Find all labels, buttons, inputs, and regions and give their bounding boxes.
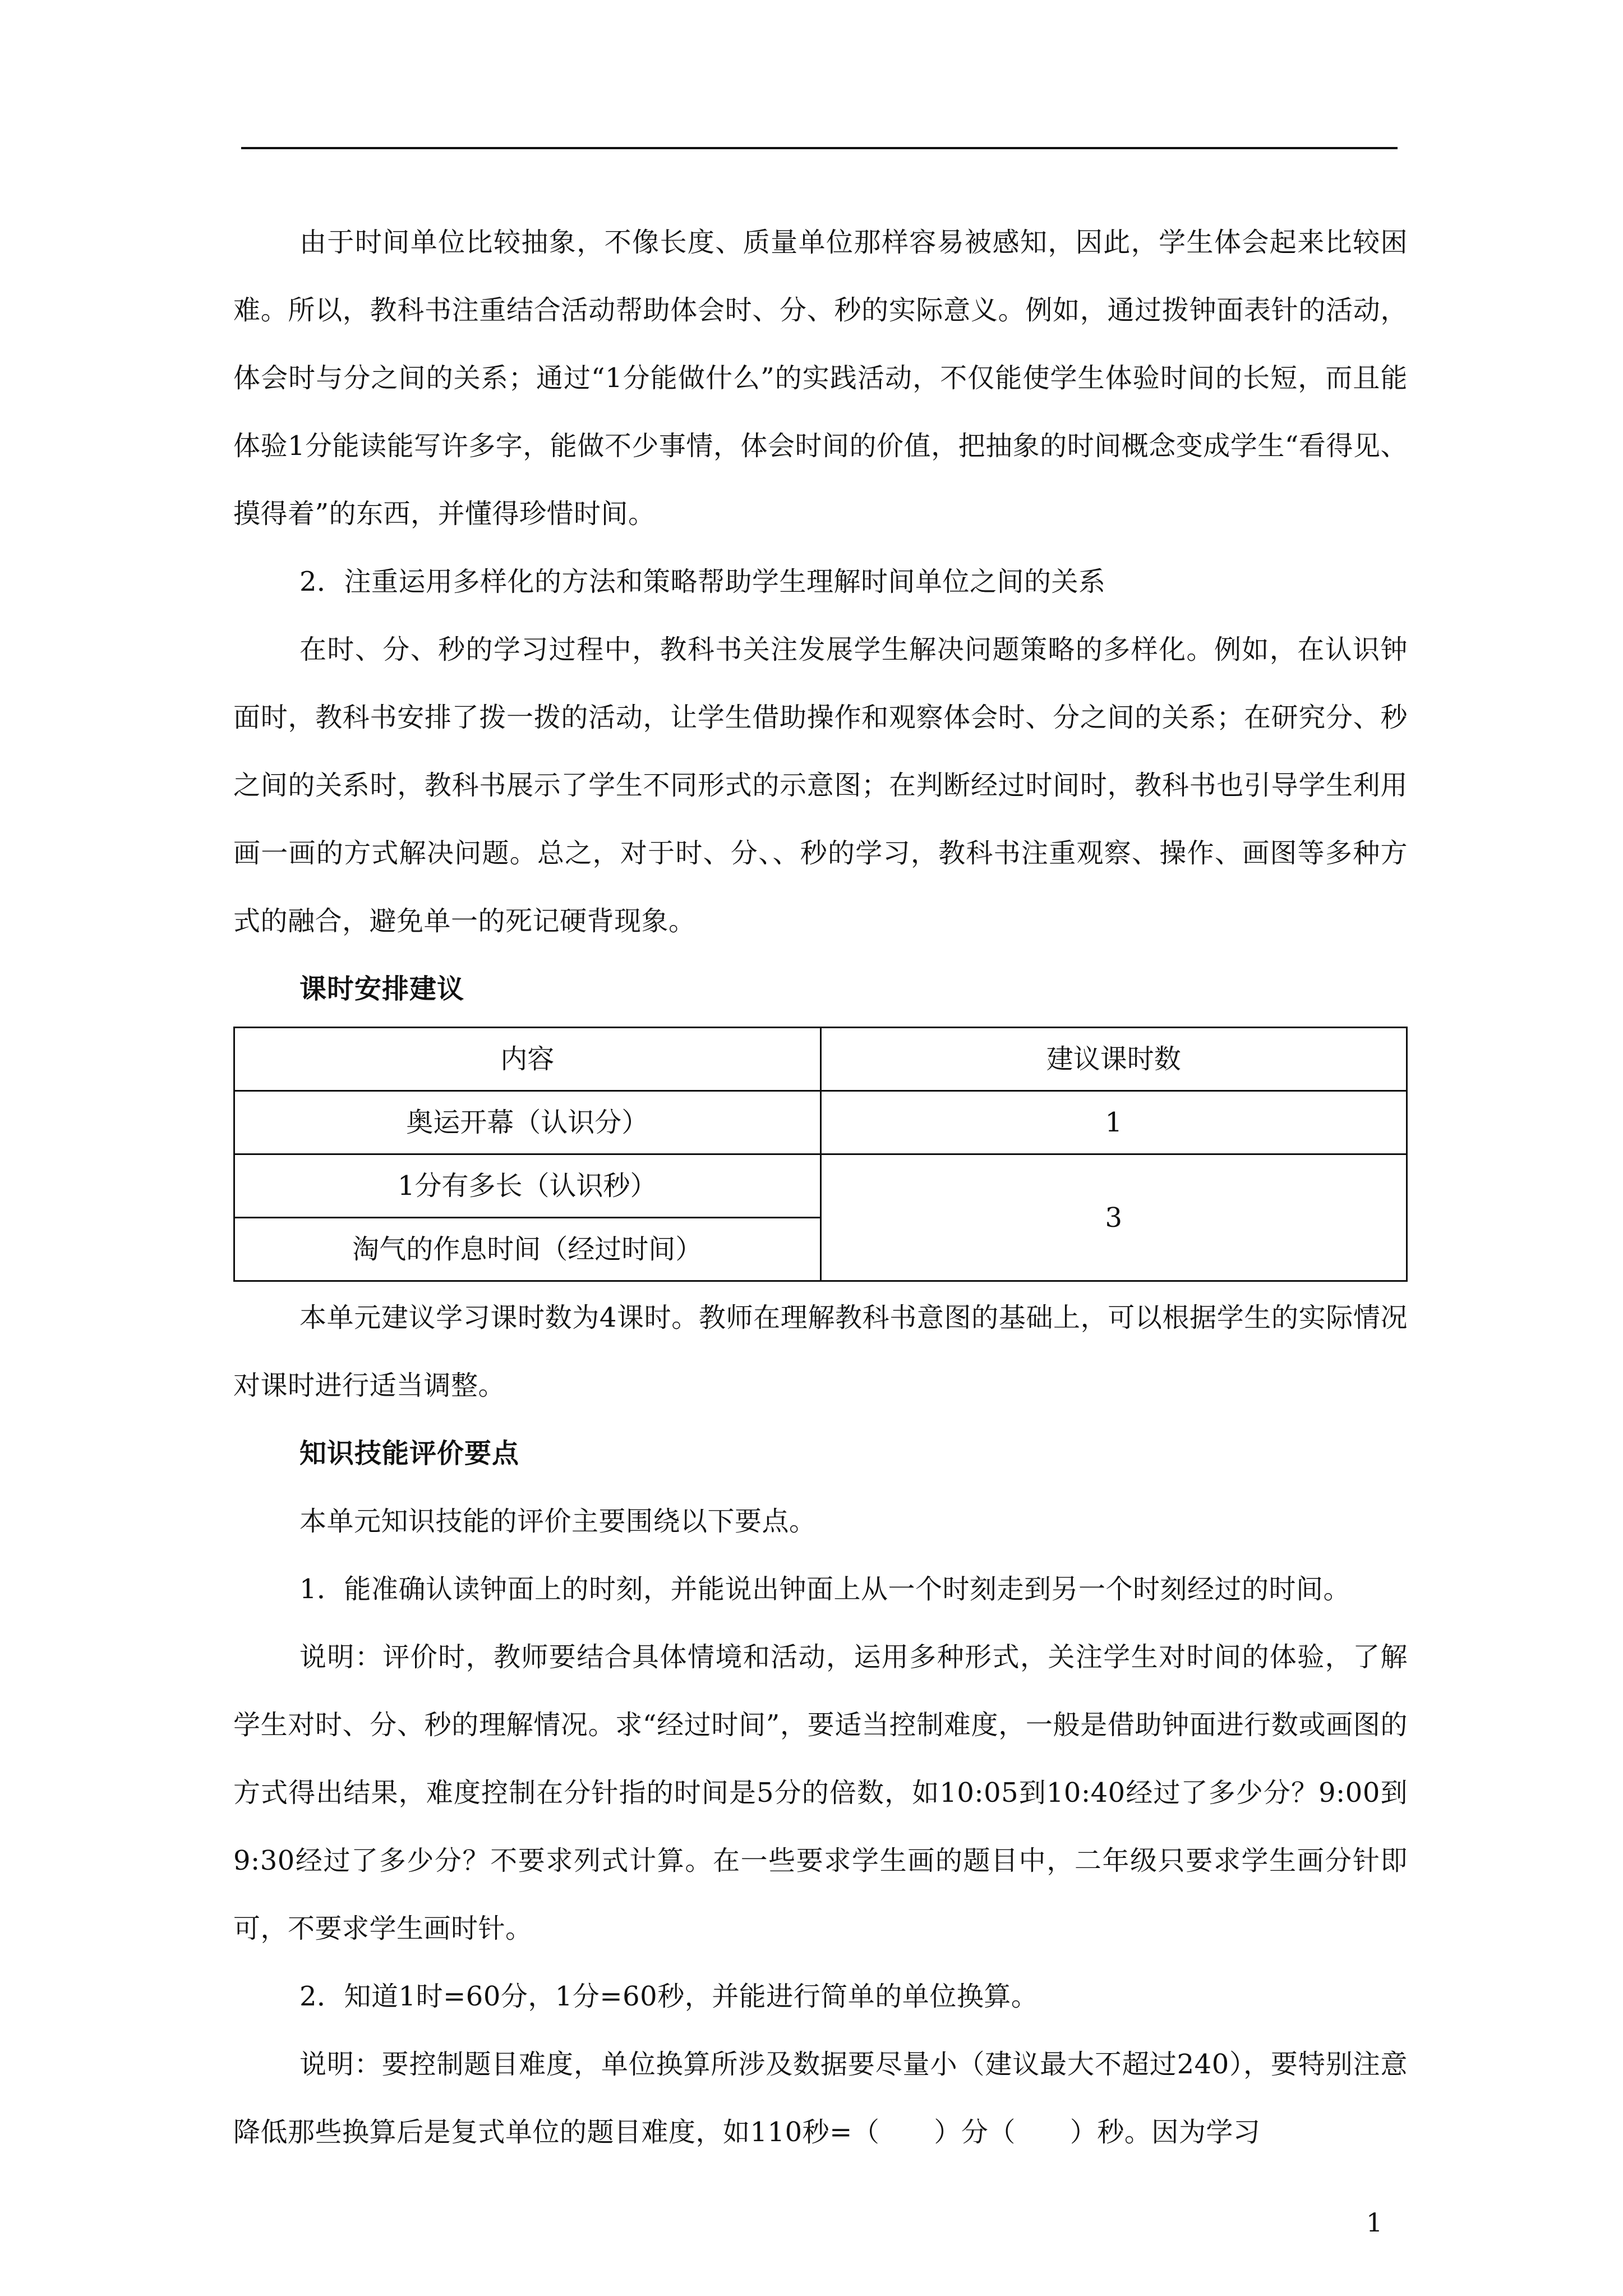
evaluation-point-1: 1．能准确认读钟面上的时刻，并能说出钟面上从一个时刻走到另一个时刻经过的时间。 [299, 1573, 1351, 1605]
table-cell-content: 淘气的作息时间（经过时间） [234, 1218, 821, 1281]
paragraph-time-abstraction: 由于时间单位比较抽象，不像长度、质量单位那样容易被感知，因此，学生体会起来比较困难。所以，教科书注重结合活动帮助体会时、分、秒的实际意义。例如，通过拨钟面表针的活动，体会时与分之间的关系；通过“1分能做什么”的实践活动，不仅能使学生体验时间的长短，而且能体验1分能读能写许多字，能做不少事情，体会时间的价值，把抽象的时间概念变成学生“看得见、摸得着”的东西，并懂得珍惜时间。 [233, 227, 1408, 530]
schedule-note: 本单元建议学习课时数为4课时。教师在理解教科书意图的基础上，可以根据学生的实际情况对课时进行适当调整。 [233, 1302, 1408, 1401]
paragraph-strategy-diversity: 在时、分、秒的学习过程中，教科书关注发展学生解决问题策略的多样化。例如，在认识钟面时，教科书安排了拨一拨的活动，让学生借助操作和观察体会时、分之间的关系；在研究分、秒之间的关系时，教科书展示了学生不同形式的示意图；在判断经过时间时，教科书也引导学生利用画一画的方式解决问题。总之，对于时、分、、秒的学习，教科书注重观察、操作、画图等多种方式的融合，避免单一的死记硬背现象。 [233, 634, 1408, 937]
table-row [234, 1091, 1407, 1154]
table-cell-hours: 1 [820, 1091, 1407, 1154]
table-cell-hours-merged: 3 [820, 1154, 1407, 1281]
header-rule [241, 147, 1398, 149]
page-content [233, 209, 1408, 2166]
schedule-heading: 课时安排建议 [299, 973, 465, 1005]
evaluation-point-1-note: 说明：评价时，教师要结合具体情境和活动，运用多种形式，关注学生对时间的体验，了解学生对时、分、秒的理解情况。求“经过时间”，要适当控制难度，一般是借助钟面进行数或画图的方式得出结果，难度控制在分针指的时间是5分的倍数，如10:05到10:40经过了多少分？9:00到9:30经过了多少分？不要求列式计算。在一些要求学生画的题目中，二年级只要求学生画分针即可，不要求学生画时针。 [233, 1641, 1408, 1944]
evaluation-point-2-note: 说明：要控制题目难度，单位换算所涉及数据要尽量小（建议最大不超过240），要特别注意降低那些换算后是复式单位的题目难度，如110秒=（ ）分（ ）秒。因为学习 [233, 2049, 1408, 2148]
column-header-content: 内容 [234, 1028, 821, 1091]
evaluation-heading: 知识技能评价要点 [299, 1438, 520, 1469]
page-number: 1 [1366, 2207, 1383, 2238]
schedule-table [233, 1027, 1408, 1282]
paragraph-point-2-title: 2．注重运用多样化的方法和策略帮助学生理解时间单位之间的关系 [299, 566, 1106, 597]
table-row [234, 1154, 1407, 1218]
table-cell-content: 1分有多长（认识秒） [234, 1154, 821, 1218]
column-header-hours: 建议课时数 [820, 1028, 1407, 1091]
evaluation-point-2: 2．知道1时=60分，1分=60秒，并能进行简单的单位换算。 [299, 1981, 1039, 2012]
evaluation-intro: 本单元知识技能的评价主要围绕以下要点。 [299, 1506, 817, 1537]
table-header-row [234, 1028, 1407, 1091]
table-cell-content: 奥运开幕（认识分） [234, 1091, 821, 1154]
